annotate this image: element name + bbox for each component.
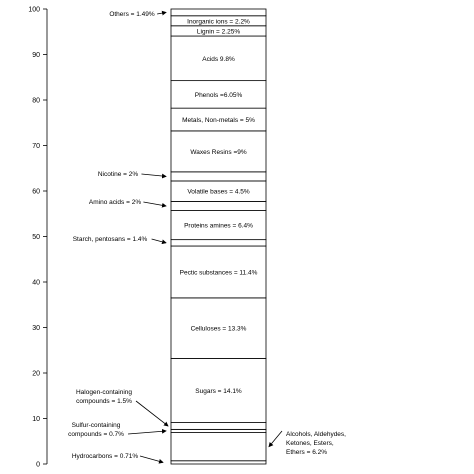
segment-bar	[171, 461, 266, 464]
segment-label: Volatile bases = 4.5%	[187, 188, 250, 196]
y-tick-label: 80	[32, 97, 40, 105]
annotation-arrow	[128, 431, 166, 434]
annotation-label: Starch, pentosans = 1.4%	[72, 236, 148, 243]
annotation-label: Ethers = 6.2%	[286, 449, 328, 456]
segment-bar	[171, 423, 266, 430]
segment-bar	[171, 201, 266, 210]
annotation-arrow	[141, 174, 166, 176]
segment-label: Inorganic ions = 2.2%	[187, 18, 250, 26]
segment-label: Pectic substances = 11.4%	[179, 269, 258, 277]
y-tick-label: 0	[36, 461, 40, 469]
annotation-arrow	[157, 12, 166, 14]
annotation-label: Ketones, Esters,	[286, 440, 334, 447]
segment-bar	[171, 433, 266, 461]
segment-bar	[171, 240, 266, 246]
segment-label: Sugars = 14.1%	[195, 387, 242, 395]
segment-label: Lignin = 2.25%	[196, 28, 241, 36]
segments-group	[171, 9, 266, 464]
y-tick-label: 10	[32, 416, 40, 423]
annotation-arrow	[152, 239, 166, 243]
y-tick-label: 70	[32, 143, 40, 150]
y-tick-label: 60	[32, 188, 40, 196]
y-tick-label: 50	[32, 234, 40, 241]
annotation-label: Amino acids = 2%	[88, 199, 142, 206]
annotation-label: Alcohols, Aldehydes,	[286, 431, 346, 438]
y-tick-label: 30	[32, 325, 40, 332]
segment-bar	[171, 429, 266, 432]
segment-label: Waxes Resins =9%	[190, 148, 247, 156]
segment-bar	[171, 172, 266, 181]
segment-label: Proteins amines = 6.4%	[184, 222, 253, 230]
annotation-label: Sulfur-containing	[71, 422, 121, 429]
annotation-label: compounds = 1.5%	[76, 398, 132, 405]
annotation-arrow	[136, 401, 168, 426]
annotation-label: Others = 1.49%	[109, 11, 155, 18]
segment-bar	[171, 9, 266, 16]
segment-label: Phenols =6.05%	[194, 91, 243, 99]
y-tick-label: 40	[32, 279, 40, 287]
segment-label: Metals, Non-metals = 5%	[182, 117, 255, 125]
annotation-label: Hydrocarbons = 0.71%	[71, 453, 139, 460]
annotation-arrow	[143, 202, 166, 206]
annotation-label: Halogen-containing	[75, 389, 133, 396]
segment-label: Acids 9.8%	[202, 55, 235, 63]
y-tick-label: 90	[32, 52, 40, 59]
y-axis-ticks	[28, 7, 47, 469]
annotation-label: compounds = 0.7%	[68, 431, 124, 438]
annotation-arrow	[269, 431, 282, 447]
segment-label: Celluloses = 13.3%	[190, 325, 247, 333]
y-tick-label: 20	[32, 370, 40, 378]
y-tick-label: 100	[28, 6, 40, 14]
annotation-label: Nicotine = 2%	[97, 171, 139, 178]
annotation-arrow	[140, 456, 163, 462]
